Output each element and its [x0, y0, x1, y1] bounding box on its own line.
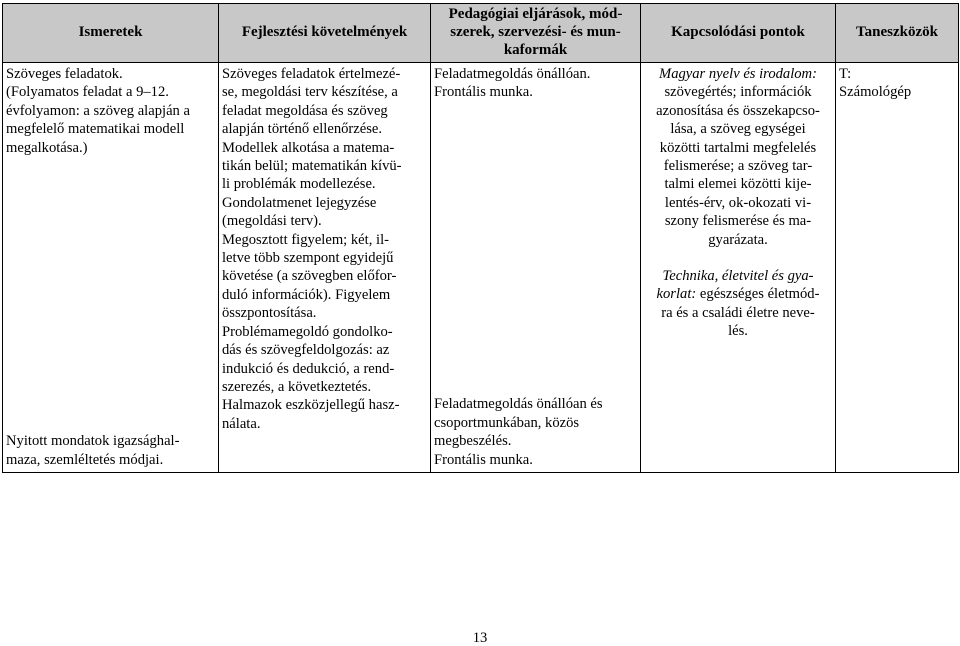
- kapcsolodasi-text-1: szövegértés; információk azonosítása és összekapcso- lása, a szöveg egységei közötti tartalmi megfelelés felismerése; a szöveg tar- talmi elemei közötti kije- lentés-érv, ok-okozati vi- szony felismerése és ma- gyarázata.: [656, 84, 820, 248]
- kapcsolodasi-inline-2: egészséges életmód-: [696, 286, 820, 303]
- fejlesztesi-cell: [219, 63, 431, 473]
- kapcsolodasi-cell: [641, 63, 836, 473]
- header-kapcsolodasi-pontok: Kapcsolódási pontok: [641, 4, 836, 63]
- kapcsolodasi-subject-2: Technika, életvitel és gya-: [662, 268, 814, 285]
- kapcsolodasi-line-2: [644, 285, 832, 303]
- header-fejlesztesi-kovetelmenyek: Fejlesztési követelmények: [219, 4, 431, 63]
- header-row: [3, 4, 959, 63]
- ismeretek-text-1: Szöveges feladatok. (Folyamatos feladat a 9–12. évfolyamon: a szöveg alapján a megfelelő matematikai modell megalkotása.): [6, 66, 190, 156]
- kapcsolodasi-text-2: ra és a családi életre neve- lés.: [661, 304, 815, 340]
- page-number: 13: [472, 630, 488, 646]
- pedagogiai-text-1: Feladatmegoldás önállóan. Frontális munka.: [434, 66, 591, 101]
- content-row: [3, 63, 959, 473]
- curriculum-table: [2, 3, 959, 473]
- header-taneszkozok: Taneszközök: [836, 4, 959, 63]
- header-pedagogiai-eljarasok: Pedagógiai eljárások, mód- szerek, szervezési- és mun- kaformák: [431, 4, 641, 63]
- taneszkozok-cell: [836, 63, 959, 473]
- kapcsolodasi-subject-1: Magyar nyelv és irodalom:: [659, 66, 817, 82]
- header-ismeretek: Ismeretek: [3, 4, 219, 63]
- pedagogiai-cell: [431, 63, 641, 473]
- fejlesztesi-text: Szöveges feladatok értelmezé- se, megoldási terv készítése, a feladat megoldása és szöveg alapján történő ellenőrzése. Modellek alkotása a matema- tikán belül; matematikán kívü- li problémák modellezése. Gondolatmenet lejegyzése (megoldási terv). Megosztott figyelem; két, il- letve több szempont egyidejű követése (a szövegben előfor- duló információk). Figyelem összpontosítása. Problémamegoldó gondolko- dás és szövegfeldolgozás: az indukció és dedukció, a rend- szerezés, a következtetés. Halmazok eszközjellegű hasz- nálata.: [222, 66, 402, 432]
- pedagogiai-text-2: Feladatmegoldás önállóan és csoportmunkában, közös megbeszélés. Frontális munka.: [434, 396, 603, 468]
- ismeretek-cell: [3, 63, 219, 473]
- ismeretek-text-2: Nyitott mondatok igazsághal- maza, szemléltetés módjai.: [6, 433, 180, 468]
- taneszkozok-text: T: Számológép: [839, 66, 912, 101]
- kapcsolodasi-subject-2b: korlat:: [656, 286, 697, 303]
